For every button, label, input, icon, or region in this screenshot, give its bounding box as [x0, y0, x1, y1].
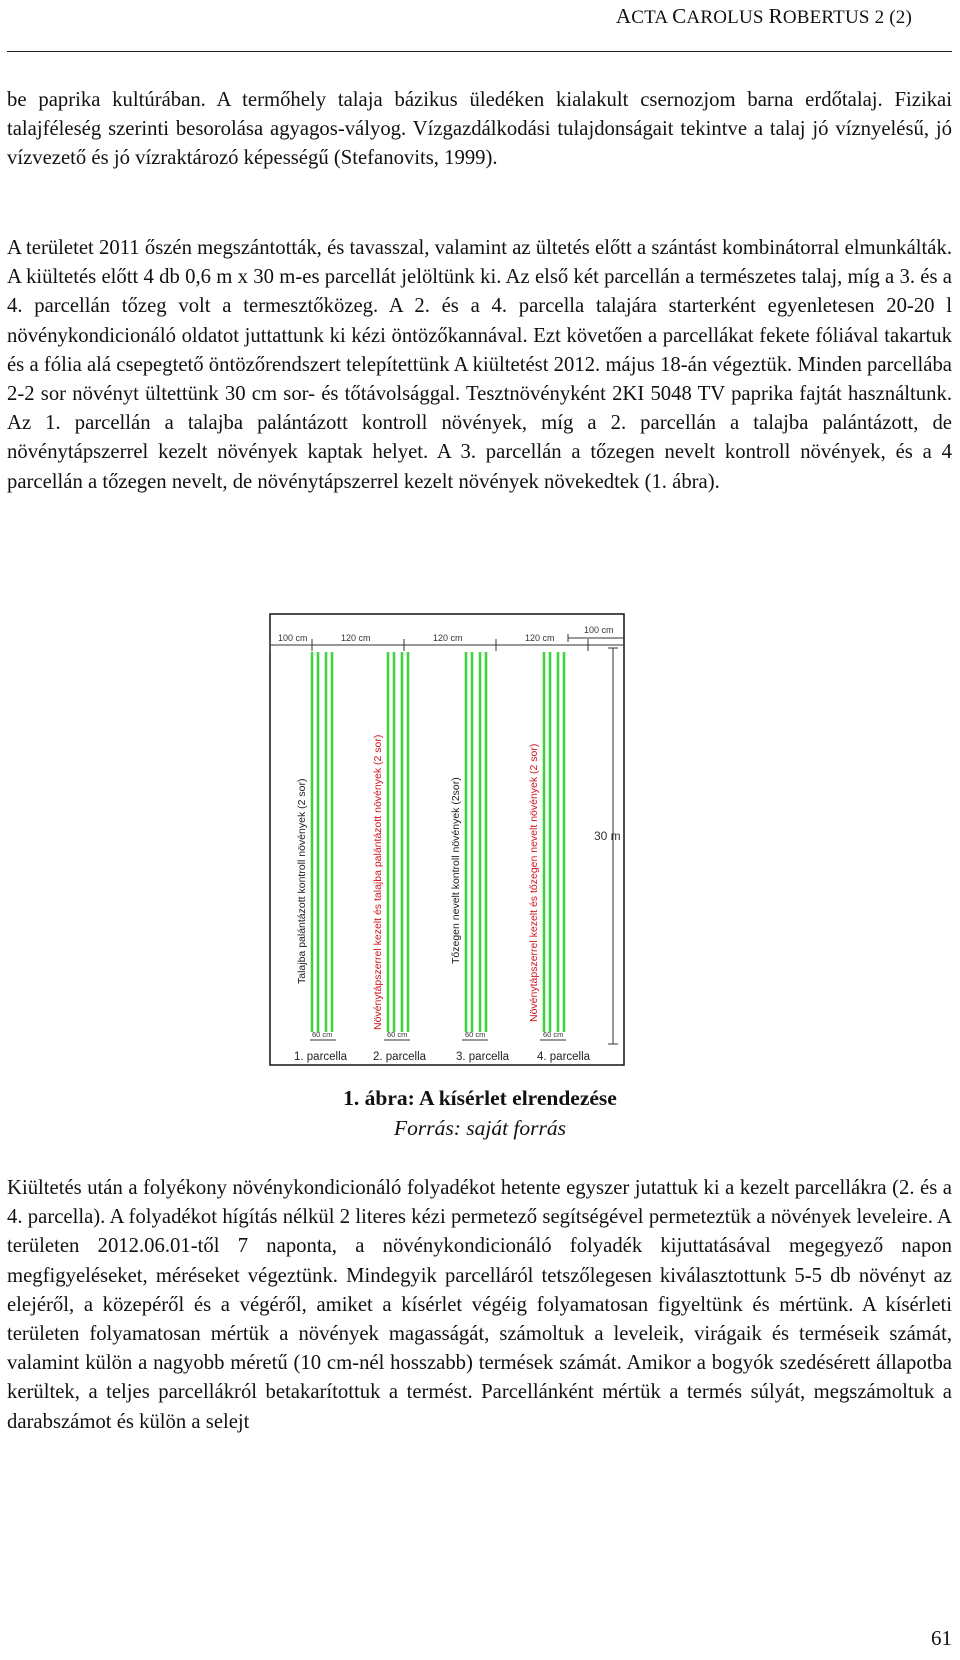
field-boundary — [270, 614, 624, 1065]
paragraph-3: Kiültetés után a folyékony növénykondicionáló folyadékot hetente egyszer jutattuk ki a kezelt parcellákra (2. és a 4. parcella). A folyadékot hígítás nélkül 2 literes kézi permetező segítségével permeteztük a növények leveleire. A területen 2012.06.01-től 7 naponta, a növénykondicionáló folyadék kijuttatásával megegyező napon megfigyeléseket, méréseket végeztünk. Mindegyik parcelláról tetszőlegesen kiválasztottunk 5-5 db növényt az elejéről, a közepéről és a végéről, amiket a kísérlet végéig folyamatosan figyeltünk és mértünk. A kísérleti területen folyamatosan mértük a növények magasságát, számoltuk a leveleik, virágaik és terméseik számát, valamint külön a nagyobb méretű (10 cm-nél hosszabb) termések számát. Amikor a bogyók szedésérett állapotba kerültek, a teljes parcellákról betakarítottuk a termést. Parcellánként mértük a termés súlyát, megszámoltuk a darabszámot és külön a selejt — [7, 1177, 952, 1433]
dim-inner-3: 120 cm — [525, 633, 555, 643]
dim-edge-left: 100 cm — [278, 633, 308, 643]
header-rule — [7, 51, 952, 52]
plot-4-width: 60 cm — [543, 1030, 564, 1039]
plot-3 — [450, 652, 510, 1063]
plot-4 — [528, 652, 591, 1063]
plot-4-label: 4. parcella — [537, 1051, 591, 1063]
dim-inner-1: 120 cm — [341, 633, 371, 643]
length-marker — [608, 648, 618, 1044]
plot-2-label: 2. parcella — [373, 1051, 427, 1063]
paragraph-2: A területet 2011 őszén megszántották, és tavasszal, valamint az ültetés előtt a szántást kombinátorral elmunkálták. A kiültetés előtt 4 db 0,6 m x 30 m-es parcellát jelöltünk ki. Az első két parcellán a természetes talaj, míg a 3. és a 4. parcellán tőzeg volt a termesztőközeg. A 2. és a 4. parcella talajára starterként egyenletesen 20-20 l növénykondicionáló oldatot juttattunk ki kézi öntözőkannával. Ezt követően a parcellákat fekete fóliával takartuk és a fólia alá csepegtető öntözőrendszert telepítettünk A kiültetést 2012. május 18-án végeztük. Minden parcellába 2-2 sor növényt ültettünk 30 cm sor- és tőtávolsággal. Tesztnövényként 2KI 5048 TV paprika fajtát használtunk. Az 1. parcellán a talajba palántázott kontroll növények, míg a 2. parcellán a talajba palántázott, de növénytápszerrel kezelt növények kaptak helyet. A 3. parcellán a tőzegen nevelt kontroll növények, és a 4 parcellán a tőzegen nevelt, de növénytápszerrel kezelt növények növekedtek (1. ábra). — [7, 237, 952, 493]
dim-inner-2: 120 cm — [433, 633, 463, 643]
running-head: ACTA CAROLUS ROBERTUS 2 (2) — [615, 4, 912, 28]
plot-2-width: 60 cm — [387, 1030, 408, 1039]
plot-3-description: Tőzegen nevelt kontroll növények (2sor) — [450, 777, 462, 964]
plot-1-label: 1. parcella — [294, 1051, 348, 1063]
plot-1 — [294, 652, 348, 1063]
plot-3-width: 60 cm — [465, 1030, 486, 1039]
plot-3-label: 3. parcella — [456, 1051, 510, 1063]
plot-2-description: Növénytápszerrel kezelt és talajba palántázott növények (2 sor) — [372, 734, 384, 1030]
plot-4-description: Növénytápszerrel kezelt és tőzegen nevelt növények (2 sor) — [528, 743, 540, 1022]
dim-right: 100 cm — [584, 625, 614, 635]
page-number: 61 — [931, 1626, 952, 1650]
experiment-layout-figure — [268, 612, 658, 1067]
figure-caption — [0, 1086, 960, 1111]
figure-source: Forrás: saját forrás — [393, 1116, 567, 1140]
paragraph-1: be paprika kultúrában. A termőhely talaja bázikus üledéken kialakult csernozjom barna erdőtalaj. Fizikai talajféleség szerinti besorolása agyagos-vályog. Vízgazdálkodási tulajdonságait tekintve a talaj jó víznyelésű, jó vízvezető és jó vízraktározó képességű (Stefanovits, 1999). — [7, 89, 952, 170]
plot-1-width: 60 cm — [312, 1030, 333, 1039]
plot-1-description: Talajba palántázott kontroll növények (2 sor) — [296, 778, 308, 984]
plot-2 — [372, 652, 427, 1063]
dim-length: 30 m — [594, 829, 621, 843]
right-spacing-marker — [568, 634, 624, 642]
figure-caption-title: 1. ábra: A kísérlet elrendezése — [343, 1086, 617, 1110]
